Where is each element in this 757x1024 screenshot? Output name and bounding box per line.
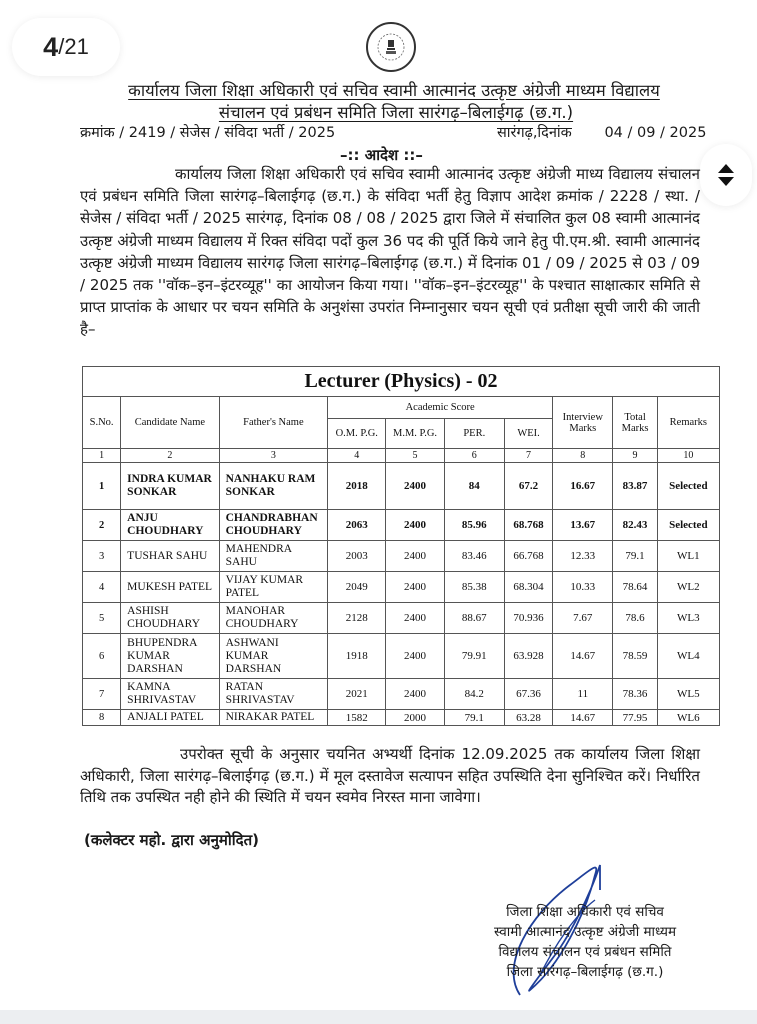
cell-remarks: Selected [657,463,719,510]
cell-mm: 2400 [386,603,444,634]
col-number: 5 [386,449,444,463]
cell-om: 2018 [328,463,386,510]
scroll-down-arrow-icon [718,177,734,186]
cell-candidate-name: TUSHAR SAHU [121,541,219,572]
cell-remarks: WL2 [657,572,719,603]
col-number: 6 [444,449,504,463]
order-paragraph-instructions: उपरोक्त सूची के अनुसार चयनित अभ्यर्थी दिनांक 12.09.2025 तक कार्यालय जिला शिक्षा अधिकारी, जिला सारंगढ़–बिलाईगढ़ (छ.ग.) में मूल दस्तावेज सत्यापन सहित उपस्थिति देना सुनिश्चित करें। निर्धारित तिथि तक उपस्थित नही होने की स्थिति में चयन स्वमेव निरस्त माना जावेगा। [80,745,700,806]
cell-per: 84.2 [444,679,504,710]
cell-total: 82.43 [613,510,657,541]
cell-per: 84 [444,463,504,510]
cell-interview: 11 [553,679,613,710]
cell-candidate-name: ANJU CHOUDHARY [121,510,219,541]
column-number-row [83,449,720,463]
place-date [497,122,706,142]
cell-remarks: WL1 [657,541,719,572]
col-number: 8 [553,449,613,463]
page-counter [12,18,120,76]
cell-mm: 2400 [386,463,444,510]
cell-father-name: NANHAKU RAM SONKAR [219,463,328,510]
col-header-sno: S.No. [83,397,121,449]
cell-total: 77.95 [613,710,657,726]
table-title: Lecturer (Physics) - 02 [83,367,720,397]
cell-om: 2063 [328,510,386,541]
col-number: 10 [657,449,719,463]
scroll-up-down-button[interactable] [700,144,752,206]
office-title-line2: संचालन एवं प्रबंधन समिति जिला सारंगढ़–बिलाईगढ़ (छ.ग.) [218,103,574,122]
col-header-father: Father's Name [219,397,328,449]
cell-wei: 66.768 [504,541,552,572]
cell-interview: 7.67 [553,603,613,634]
cell-remarks: WL5 [657,679,719,710]
page-separator: / [58,34,65,59]
col-header-wei: WEI. [504,419,552,449]
cell-wei: 67.2 [504,463,552,510]
signatory-line1: जिला शिक्षा अधिकारी एवं सचिव [506,904,664,920]
cell-per: 83.46 [444,541,504,572]
order-paragraph-intro: कार्यालय जिला शिक्षा अधिकारी एवं सचिव स्वामी आत्मानंद उत्कृष्ट अंग्रेजी माध्य विद्यालय संचालन एवं प्रबंधन समिति जिला सारंगढ़–बिलाईगढ़ (छ.ग.) के संविदा भर्ती हेतु विज्ञाप आदेश क्रमांक / 2228 / स्था. / सेजेस / संविदा भर्ती / 2025 सारंगढ़, दिनांक 08 / 08 / 2025 द्वारा जिले में संचालित कुल 08 स्वामी आत्मानंद उत्कृष्ट अंग्रेजी माध्यम विद्यालय में रिक्त संविदा पदों कुल 36 पद की पूर्ति किये जाने हेतु पी.एम.श्री. स्वामी आत्मानंद उत्कृष्ट अंग्रेजी माध्यम विद्यालय सारंगढ़ जिला सारंगढ़–बिलाईगढ़ (छ.ग.) में दिनांक 01 / 09 / 2025 से 03 / 09 / 2025 तक ''वॉक–इन–इंटरव्यूह'' का आयोजन किया गया। ''वॉक–इन–इंटरव्यूह'' के पश्चात साक्षात्कार समिति से प्राप्त प्राप्तांक के आधार पर चयन समिति के अनुशंसा उपरांत निम्नानुसार चयन सूची एवं प्रतीक्षा सूची जारी की जाती है– [80,165,700,339]
order-heading: –:: आदेश ::– [340,146,423,164]
cell-remarks: WL6 [657,710,719,726]
signatory-line2: स्वामी आत्मानंद उत्कृष्ट अंग्रेजी माध्यम [493,924,677,940]
cell-per: 85.96 [444,510,504,541]
state-emblem-icon [366,22,416,72]
order-date: 04 / 09 / 2025 [604,125,707,141]
cell-mm: 2400 [386,572,444,603]
cell-total: 79.1 [613,541,657,572]
cell-father-name: MANOHAR CHOUDHARY [219,603,328,634]
cell-father-name: RATAN SHRIVASTAV [219,679,328,710]
cell-interview: 13.67 [553,510,613,541]
cell-total: 78.6 [613,603,657,634]
cell-mm: 2400 [386,679,444,710]
cell-father-name: CHANDRABHAN CHOUDHARY [219,510,328,541]
cell-wei: 63.28 [504,710,552,726]
signature-block [440,902,730,982]
col-number: 1 [83,449,121,463]
cell-wei: 67.36 [504,679,552,710]
cell-om: 2003 [328,541,386,572]
cell-mm: 2400 [386,634,444,679]
cell-wei: 68.304 [504,572,552,603]
table-row [83,541,720,572]
cell-per: 79.1 [444,710,504,726]
cell-total: 78.36 [613,679,657,710]
cell-interview: 16.67 [553,463,613,510]
page-total: 21 [64,34,89,59]
viewer-bottom-bar [0,1010,757,1024]
cell-om: 2021 [328,679,386,710]
table-row [83,463,720,510]
cell-interview: 10.33 [553,572,613,603]
table-row [83,603,720,634]
cell-mm: 2000 [386,710,444,726]
cell-candidate-name: ANJALI PATEL [121,710,219,726]
cell-om: 1918 [328,634,386,679]
col-number: 7 [504,449,552,463]
table-row [83,510,720,541]
cell-father-name: NIRAKAR PATEL [219,710,328,726]
table-row [83,572,720,603]
merit-list-table [82,366,720,726]
cell-sno: 3 [83,541,121,572]
cell-wei: 68.768 [504,510,552,541]
col-header-per: PER. [444,419,504,449]
cell-total: 78.59 [613,634,657,679]
cell-father-name: MAHENDRA SAHU [219,541,328,572]
cell-om: 1582 [328,710,386,726]
cell-sno: 4 [83,572,121,603]
cell-father-name: VIJAY KUMAR PATEL [219,572,328,603]
cell-remarks: WL4 [657,634,719,679]
col-header-remarks: Remarks [657,397,719,449]
col-number: 9 [613,449,657,463]
cell-sno: 1 [83,463,121,510]
reference-number: क्रमांक / 2419 / सेजेस / संविदा भर्ती / 2025 [80,125,336,141]
cell-per: 85.38 [444,572,504,603]
cell-wei: 70.936 [504,603,552,634]
cell-remarks: WL3 [657,603,719,634]
col-header-interview: Interview Marks [553,397,613,449]
cell-per: 79.91 [444,634,504,679]
cell-per: 88.67 [444,603,504,634]
cell-candidate-name: ASHISH CHOUDHARY [121,603,219,634]
col-number: 4 [328,449,386,463]
cell-interview: 14.67 [553,710,613,726]
cell-candidate-name: MUKESH PATEL [121,572,219,603]
col-header-om: O.M. P.G. [328,419,386,449]
cell-interview: 12.33 [553,541,613,572]
col-number: 3 [219,449,328,463]
cell-wei: 63.928 [504,634,552,679]
emblem-glyph-icon [376,32,406,62]
signatory-line4: जिला सारंगढ़–बिलाईगढ़ (छ.ग.) [506,964,664,980]
cell-interview: 14.67 [553,634,613,679]
cell-candidate-name: INDRA KUMAR SONKAR [121,463,219,510]
scroll-up-arrow-icon [718,164,734,173]
cell-father-name: ASHWANI KUMAR DARSHAN [219,634,328,679]
cell-om: 2049 [328,572,386,603]
cell-sno: 8 [83,710,121,726]
page-current: 4 [43,31,59,62]
cell-total: 78.64 [613,572,657,603]
col-number: 2 [121,449,219,463]
table-row [83,679,720,710]
cell-candidate-name: BHUPENDRA KUMAR DARSHAN [121,634,219,679]
cell-mm: 2400 [386,541,444,572]
collector-approval-note: (कलेक्टर महो. द्वारा अनुमोदित) [84,831,260,849]
cell-sno: 6 [83,634,121,679]
cell-candidate-name: KAMNA SHRIVASTAV [121,679,219,710]
place-date-label: सारंगढ़,दिनांक [497,125,572,141]
office-title-line1: कार्यालय जिला शिक्षा अधिकारी एवं सचिव स्वामी आत्मानंद उत्कृष्ट अंग्रेजी माध्यम विद्यालय [128,81,660,100]
cell-sno: 2 [83,510,121,541]
signatory-line3: विद्यालय संचालन एवं प्रबंधन समिति [498,944,672,960]
cell-mm: 2400 [386,510,444,541]
cell-sno: 7 [83,679,121,710]
cell-sno: 5 [83,603,121,634]
table-row [83,710,720,726]
col-header-academic-score: Academic Score [328,397,553,419]
col-header-mm: M.M. P.G. [386,419,444,449]
cell-om: 2128 [328,603,386,634]
col-header-candidate: Candidate Name [121,397,219,449]
col-header-total: Total Marks [613,397,657,449]
cell-total: 83.87 [613,463,657,510]
table-row [83,634,720,679]
cell-remarks: Selected [657,510,719,541]
